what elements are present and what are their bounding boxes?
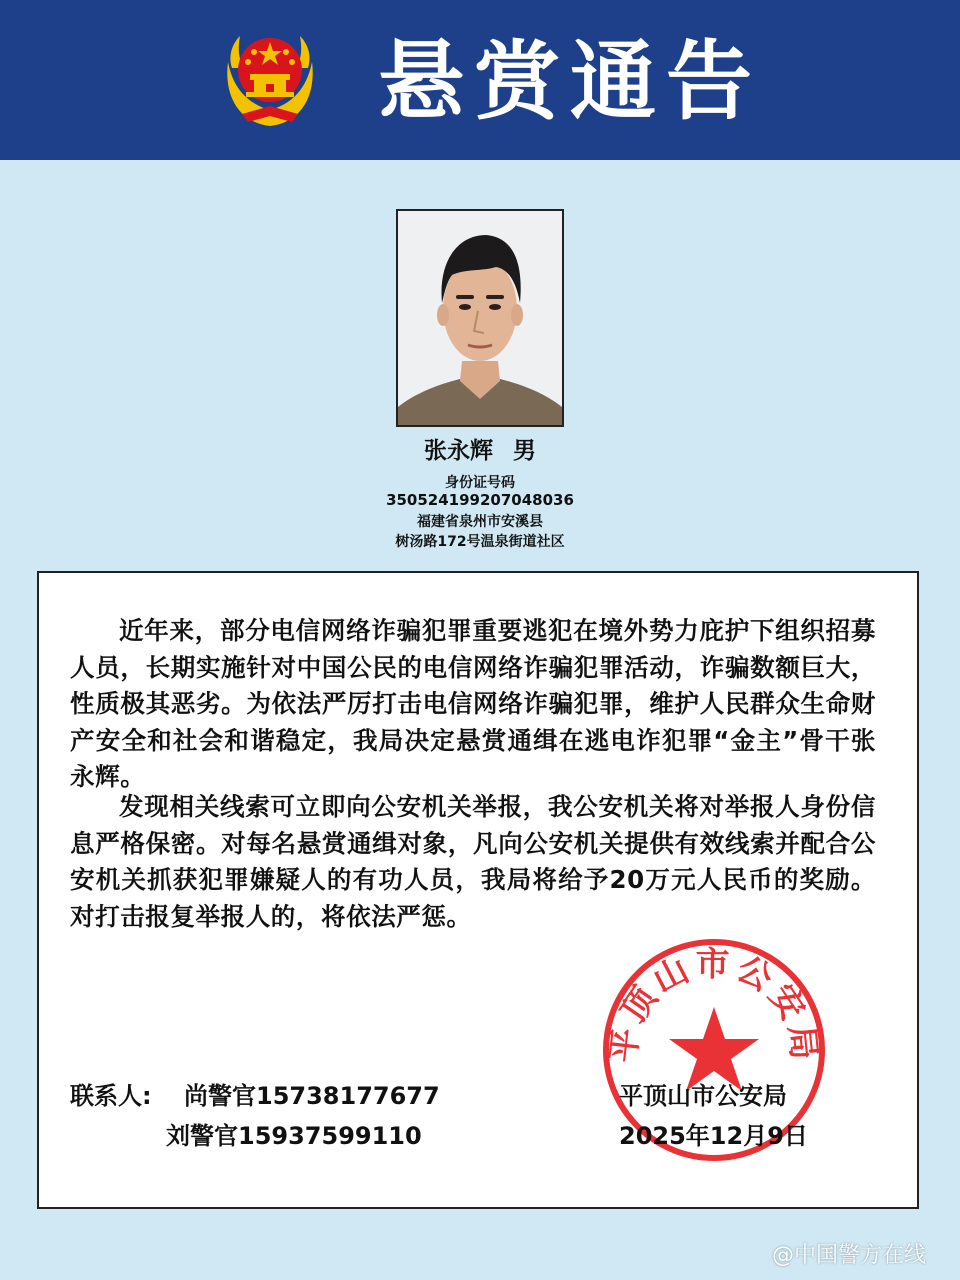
weibo-watermark: @中国警方在线 <box>771 1243 926 1268</box>
notice-paragraph-2: 发现相关线索可立即向公安机关举报，我公安机关将对举报人身份信息严格保密。对每名悬赏通缉对象，凡向公安机关提供有效线索并配合公安机关抓获犯罪嫌疑人的有功人员，我局将给予20万元人民币的奖励。对打击报复举报人的，将依法严惩。 <box>70 792 876 931</box>
contact-phone-2: 刘警官15937599110 <box>166 1122 422 1150</box>
svg-text:平顶山市公安局: 平顶山市公安局 <box>603 944 825 1066</box>
page-title: 悬赏通告 <box>378 32 762 132</box>
id-number: 350524199207048036 <box>386 491 574 509</box>
contact-phone-1: 尚警官15738177677 <box>184 1082 440 1110</box>
contact-label: 联系人: <box>70 1082 152 1110</box>
header-banner <box>0 0 960 160</box>
notice-paragraph-1: 近年来，部分电信网络诈骗犯罪重要逃犯在境外势力庇护下组织招募人员，长期实施针对中国公民的电信网络诈骗犯罪活动，诈骗数额巨大，性质极其恶劣。为依法严厉打击电信网络诈骗犯罪，维护人民群众生命财产安全和社会和谐稳定，我局决定悬赏通缉在逃电诈犯罪“金主”骨干张永辉。 <box>70 616 876 791</box>
issuing-bureau: 平顶山市公安局 <box>619 1082 787 1110</box>
address-line-2: 树汤路172号温泉街道社区 <box>395 534 565 550</box>
notice-box <box>37 571 919 1209</box>
suspect-name-gender: 张永辉 男 <box>423 438 536 464</box>
id-label: 身份证号码 <box>445 475 515 491</box>
issue-date: 2025年12月9日 <box>619 1122 808 1150</box>
suspect-photo <box>396 209 564 427</box>
suspect-portrait-icon <box>398 211 562 425</box>
address-line-1: 福建省泉州市安溪县 <box>417 514 543 530</box>
national-emblem-icon <box>222 22 318 132</box>
